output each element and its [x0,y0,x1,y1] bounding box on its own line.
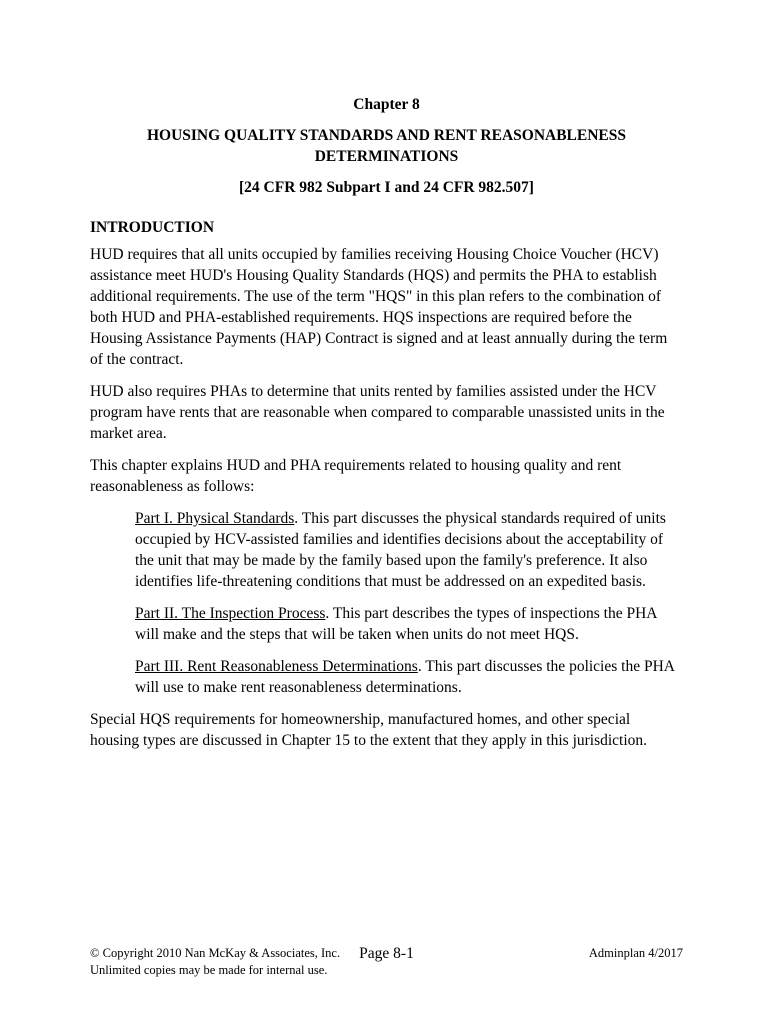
part-3-text: . This part discusses the policies the PHA will use to make rent reasonableness determinations. [135,658,675,696]
footer-copyright [90,945,340,978]
footer-copyright-line1: © Copyright 2010 Nan McKay & Associates, Inc. [90,946,341,960]
part-item-2 [135,603,683,645]
document-page [90,94,683,762]
part-1-text: . This part discusses the physical standards required of units occupied by HCV-assisted families and identifies decisions about the acceptability of the unit that may be made by the family based upon the family's preference. It also identifies life-threatening conditions that must be addressed on an expedited basis. [135,510,666,590]
part-item-3 [135,656,683,698]
document-title-line2: DETERMINATIONS [314,148,459,165]
cfr-citation: [24 CFR 982 Subpart I and 24 CFR 982.507] [239,179,534,196]
part-item-1 [135,508,683,592]
footer [90,945,683,981]
paragraph-rent-reasonableness: HUD also requires PHAs to determine that units rented by families assisted under the HCV program have rents that are reasonable when compared to comparable unassisted units in the market area. [90,383,665,442]
part-1-label: Part I. Physical Standards [135,510,295,527]
part-2-text: . This part describes the types of inspections the PHA will make and the steps that will be taken when units do not meet HQS. [135,605,657,643]
footer-copyright-line2: Unlimited copies may be made for internal use. [90,962,328,977]
document-title-line1: HOUSING QUALITY STANDARDS AND RENT REASONABLENESS [146,127,627,144]
chapter-heading: Chapter 8 [353,96,420,113]
document-title [90,125,683,167]
footer-page-number: Page 8-1 [359,945,414,962]
introduction-heading: INTRODUCTION [90,219,215,236]
paragraph-special-hqs: Special HQS requirements for homeownership, manufactured homes, and other special housing types are discussed in Chapter 15 to the extent that they apply in this jurisdiction. [90,711,648,749]
paragraph-hqs-requirements: HUD requires that all units occupied by families receiving Housing Choice Voucher (HCV) assistance meet HUD's Housing Quality Standards (HQS) and permits the PHA to establish additional requirements. The use of the term "HQS" in this plan refers to the combination of both HUD and PHA-established requirements. HQS inspections are required before the Housing Assistance Payments (HAP) Contract is signed and at least annually during the term of the contract. [90,246,668,368]
part-2-label: Part II. The Inspection Process [135,605,326,622]
part-3-label: Part III. Rent Reasonableness Determinations [135,658,418,675]
paragraph-chapter-overview: This chapter explains HUD and PHA requirements related to housing quality and rent reasonableness as follows: [90,457,622,495]
footer-edition: Adminplan 4/2017 [588,946,683,960]
